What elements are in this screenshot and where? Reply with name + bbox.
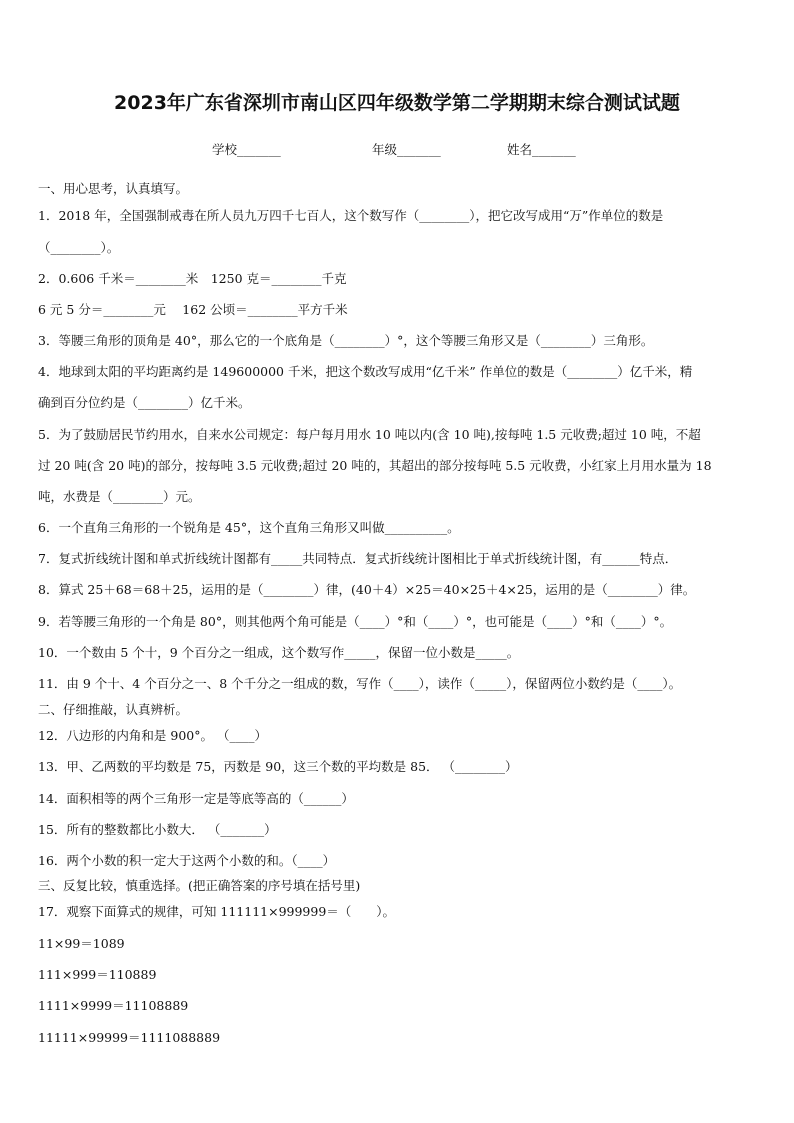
section-3-heading: 三、反复比较，慎重选择。(把正确答案的序号填在括号里) <box>38 878 361 893</box>
question-2-line-2: 6 元 5 分＝________元 162 公顷＝________平方千米 <box>38 302 348 317</box>
grade-field: 年级_______ <box>372 142 441 157</box>
question-4-line-2: 确到百分位约是（________）亿千米。 <box>38 395 251 410</box>
question-10: 10．一个数由 5 个十，9 个百分之一组成，这个数写作_____，保留一位小数是_____。 <box>38 645 520 660</box>
question-5-line-1: 5．为了鼓励居民节约用水，自来水公司规定：每户每月用水 10 吨以内(含 10 吨),按每吨 1.5 元收费;超过 10 吨，不超 <box>38 427 701 442</box>
exam-title: 2023年广东省深圳市南山区四年级数学第二学期期末综合测试试题 <box>114 92 680 114</box>
pattern-equation-4: 11111×99999＝1111088889 <box>38 1030 221 1045</box>
question-7: 7．复式折线统计图和单式折线统计图都有_____共同特点．复式折线统计图相比于单式折线统计图，有______特点． <box>38 551 678 566</box>
section-1-heading: 一、用心思考，认真填写。 <box>38 181 189 196</box>
question-1-line-2: （________）。 <box>38 240 120 255</box>
question-16: 16．两个小数的积一定大于这两个小数的和。（____） <box>38 853 336 868</box>
question-13: 13．甲、乙两数的平均数是 75，丙数是 90，这三个数的平均数是 85． （________） <box>38 759 518 774</box>
question-11: 11．由 9 个十、4 个百分之一、8 个千分之一组成的数，写作（____），读作（_____），保留两位小数约是（____）。 <box>38 676 682 691</box>
question-17: 17．观察下面算式的规律，可知 111111×999999＝（ ）。 <box>38 904 396 919</box>
question-1-line-1: 1．2018 年，全国强制戒毒在所人员九万四千七百人，这个数写作（________），把它改写成用“万”作单位的数是 <box>38 208 664 223</box>
question-4-line-1: 4．地球到太阳的平均距离约是 149600000 千米，把这个数改写成用“亿千米” 作单位的数是（________）亿千米，精 <box>38 364 693 379</box>
school-field: 学校_______ <box>212 142 281 157</box>
student-info-row <box>0 140 794 160</box>
question-3: 3．等腰三角形的顶角是 40°，那么它的一个底角是（________）°，这个等腰三角形又是（________）三角形。 <box>38 333 654 348</box>
question-6: 6．一个直角三角形的一个锐角是 45°，这个直角三角形又叫做__________。 <box>38 520 460 535</box>
section-2-heading: 二、仔细推敲，认真辨析。 <box>38 702 189 717</box>
pattern-equation-2: 111×999＝110889 <box>38 967 157 982</box>
name-field: 姓名_______ <box>507 142 576 157</box>
question-2-line-1: 2．0.606 千米＝________米 1250 克＝________千克 <box>38 271 347 286</box>
pattern-equation-3: 1111×9999＝11108889 <box>38 998 189 1013</box>
question-5-line-2: 过 20 吨(含 20 吨)的部分，按每吨 3.5 元收费;超过 20 吨的，其超出的部分按每吨 5.5 元收费，小红家上月用水量为 18 <box>38 458 712 473</box>
pattern-equation-1: 11×99＝1089 <box>38 936 125 951</box>
question-15: 15．所有的整数都比小数大． （_______） <box>38 822 277 837</box>
question-8: 8．算式 25＋68＝68＋25，运用的是（________）律，(40＋4）×25＝40×25＋4×25，运用的是（________）律。 <box>38 582 696 597</box>
question-5-line-3: 吨，水费是（________）元。 <box>38 489 201 504</box>
question-14: 14．面积相等的两个三角形一定是等底等高的（______） <box>38 791 354 806</box>
question-12: 12．八边形的内角和是 900°。 （____） <box>38 728 267 743</box>
question-9: 9．若等腰三角形的一个角是 80°，则其他两个角可能是（____）°和（____）°，也可能是（____）°和（____）°。 <box>38 614 673 629</box>
